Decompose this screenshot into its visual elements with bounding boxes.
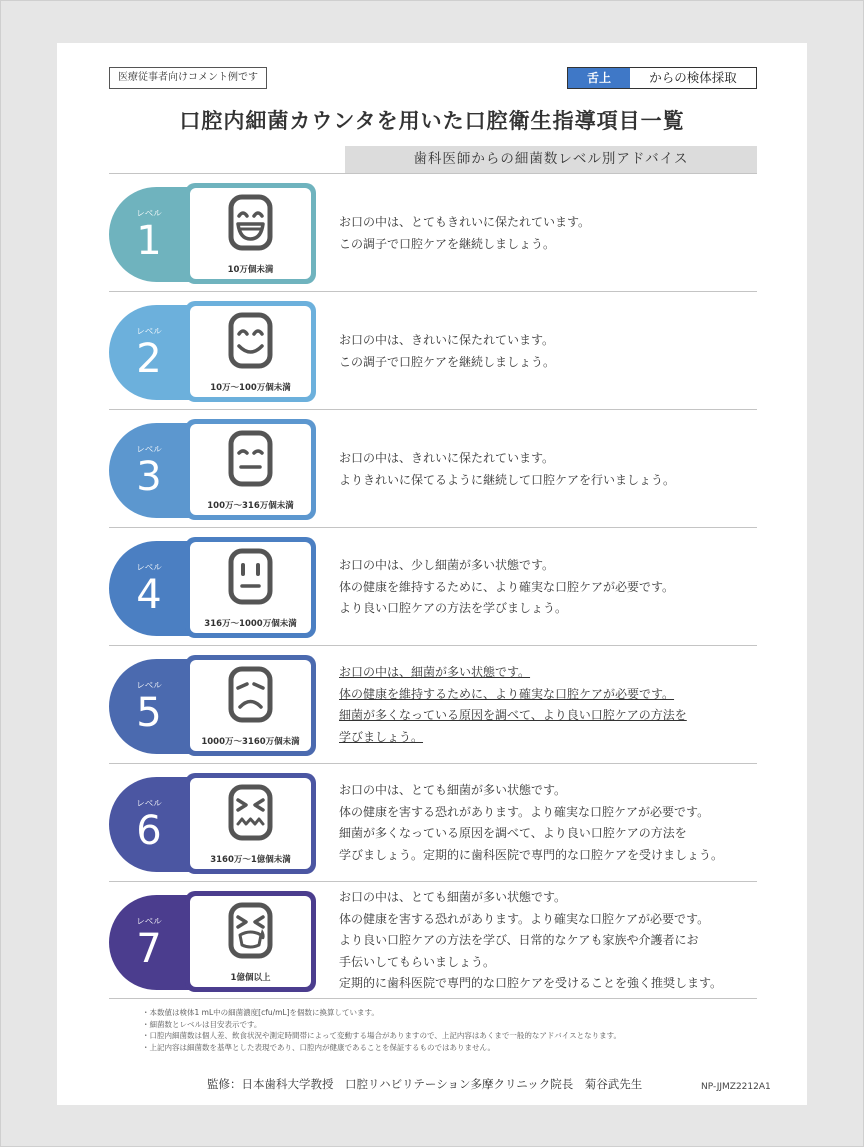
level-advice	[339, 662, 687, 748]
advice-line: お口の中は、とても細菌が多い状態です。	[339, 890, 567, 904]
bacteria-count: 3160万～1億個未満	[210, 855, 291, 865]
face-box	[185, 183, 316, 284]
advice-line: お口の中は、きれいに保たれています。	[339, 451, 555, 465]
level-number: 6	[136, 808, 162, 854]
bacteria-count: 100万～316万個未満	[207, 501, 294, 511]
sample-location-tag	[567, 67, 757, 89]
level-advice	[339, 780, 723, 866]
level-advice	[339, 330, 555, 373]
face-panel	[190, 306, 311, 397]
bacteria-count: 1000万～3160万個未満	[201, 737, 300, 747]
footnote-line: ・細菌数とレベルは目安表示です。	[142, 1019, 262, 1029]
sample-location-label: 舌上	[568, 68, 630, 88]
level-row-5	[109, 645, 757, 763]
footnotes	[142, 1007, 782, 1053]
advice-line: この調子で口腔ケアを継続しましょう。	[339, 354, 556, 369]
level-row-1	[109, 173, 757, 291]
footnote-line: ・上記内容は細菌数を基準とした表現であり、口腔内が健康であることを保証するものではありません。	[142, 1042, 495, 1052]
level-word: レベル	[136, 681, 162, 691]
level-advice	[339, 887, 722, 995]
level-advice	[339, 448, 675, 491]
advice-line: よりきれいに保てるように継続して口腔ケアを行いましょう。	[339, 472, 676, 487]
level-number: 7	[136, 926, 162, 972]
bacteria-count: 316万～1000万個未満	[204, 619, 297, 629]
advice-line: お口の中は、細菌が多い状態です。	[339, 665, 531, 679]
face-panel	[190, 542, 311, 633]
advice-line: この調子で口腔ケアを継続しましょう。	[339, 236, 556, 251]
face-box	[185, 891, 316, 992]
level-number: 4	[136, 572, 162, 618]
face-panel	[190, 778, 311, 869]
page-title: 口腔内細菌カウンタを用いた口腔衛生指導項目一覧	[179, 109, 685, 133]
level-badge	[109, 895, 189, 990]
advice-line: 体の健康を害する恐れがあります。より確実な口腔ケアが必要です。	[339, 804, 710, 819]
level-badge	[109, 541, 189, 636]
crying-face-icon	[228, 902, 273, 959]
level-badge	[109, 423, 189, 518]
advice-line: 体の健康を維持するために、より確実な口腔ケアが必要です。	[339, 579, 675, 594]
advice-line: 体の健康を維持するために、より確実な口腔ケアが必要です。	[339, 686, 675, 701]
face-box	[185, 655, 316, 756]
level-advice	[339, 555, 674, 620]
level-number: 1	[136, 218, 162, 264]
sad-face-icon	[228, 666, 273, 723]
face-panel	[190, 660, 311, 751]
footnote-line: ・本数値は検体1 mL中の細菌濃度[cfu/mL]を個数に換算しています。	[142, 1008, 379, 1017]
level-word: レベル	[136, 327, 162, 337]
sample-location-text: からの検体採取	[649, 70, 737, 85]
level-word: レベル	[136, 445, 162, 455]
face-box	[185, 301, 316, 402]
face-panel	[190, 896, 311, 987]
document-code: NP-JJMZ2212A1	[701, 1082, 771, 1092]
advice-line: 定期的に歯科医院で専門的な口腔ケアを受けることを強く推奨します。	[339, 976, 723, 990]
advice-line: より良い口腔ケアの方法を学び、日常的なケアも家族や介護者にお	[339, 933, 699, 947]
level-advice	[339, 212, 590, 255]
level-number: 3	[136, 454, 162, 500]
distressed-face-icon	[228, 784, 273, 841]
level-word: レベル	[136, 209, 162, 219]
document-page	[57, 43, 807, 1105]
advice-line: 細菌が多くなっている原因を調べて、より良い口腔ケアの方法を	[339, 826, 687, 840]
bacteria-count: 10万個未満	[227, 265, 274, 275]
level-row-3	[109, 409, 757, 527]
level-badge	[109, 777, 189, 872]
level-row-7	[109, 881, 757, 999]
level-list	[109, 173, 757, 999]
level-row-2	[109, 291, 757, 409]
advice-line: 手伝いしてもらいましょう。	[339, 954, 496, 969]
level-number: 2	[136, 336, 162, 382]
level-badge	[109, 305, 189, 400]
bacteria-count: 1億個以上	[230, 973, 271, 983]
face-panel	[190, 188, 311, 279]
advice-line: より良い口腔ケアの方法を学びましょう。	[339, 601, 568, 615]
level-word: レベル	[136, 799, 162, 809]
advice-line: 学びましょう。	[339, 729, 424, 744]
audience-note: 医療従事者向けコメント例です	[109, 67, 267, 89]
level-word: レベル	[136, 563, 162, 573]
smile-face-icon	[228, 312, 273, 369]
advice-line: お口の中は、とてもきれいに保たれています。	[339, 215, 591, 229]
level-badge	[109, 659, 189, 754]
page-subtitle: 歯科医師からの細菌数レベル別アドバイス	[345, 146, 757, 173]
face-box	[185, 537, 316, 638]
neutral-face-icon	[228, 548, 273, 605]
face-panel	[190, 424, 311, 515]
advice-line: 体の健康を害する恐れがあります。より確実な口腔ケアが必要です。	[339, 911, 710, 926]
content-face-icon	[228, 430, 273, 487]
face-box	[185, 419, 316, 520]
footnote-line: ・口腔内細菌数は個人差、飲食状況や測定時間帯によって変動する場合がありますので、上記内容はあくまで一般的なアドバイスとなります。	[142, 1031, 622, 1040]
level-row-6	[109, 763, 757, 881]
advice-line: 細菌が多くなっている原因を調べて、より良い口腔ケアの方法を	[339, 708, 687, 722]
big-grin-face-icon	[228, 194, 273, 251]
level-badge	[109, 187, 189, 282]
level-number: 5	[136, 690, 162, 736]
advice-line: お口の中は、きれいに保たれています。	[339, 333, 555, 347]
bacteria-count: 10万～100万個未満	[210, 383, 291, 393]
advice-line: 学びましょう。定期的に歯科医院で専門的な口腔ケアを受けましょう。	[339, 847, 724, 862]
advice-line: お口の中は、少し細菌が多い状態です。	[339, 558, 555, 572]
face-box	[185, 773, 316, 874]
advice-line: お口の中は、とても細菌が多い状態です。	[339, 783, 567, 797]
supervisor-credit: 監修：日本歯科大学教授 口腔リハビリテーション多摩クリニック院長 菊谷武先生	[207, 1077, 643, 1091]
level-word: レベル	[136, 917, 162, 927]
level-row-4	[109, 527, 757, 645]
